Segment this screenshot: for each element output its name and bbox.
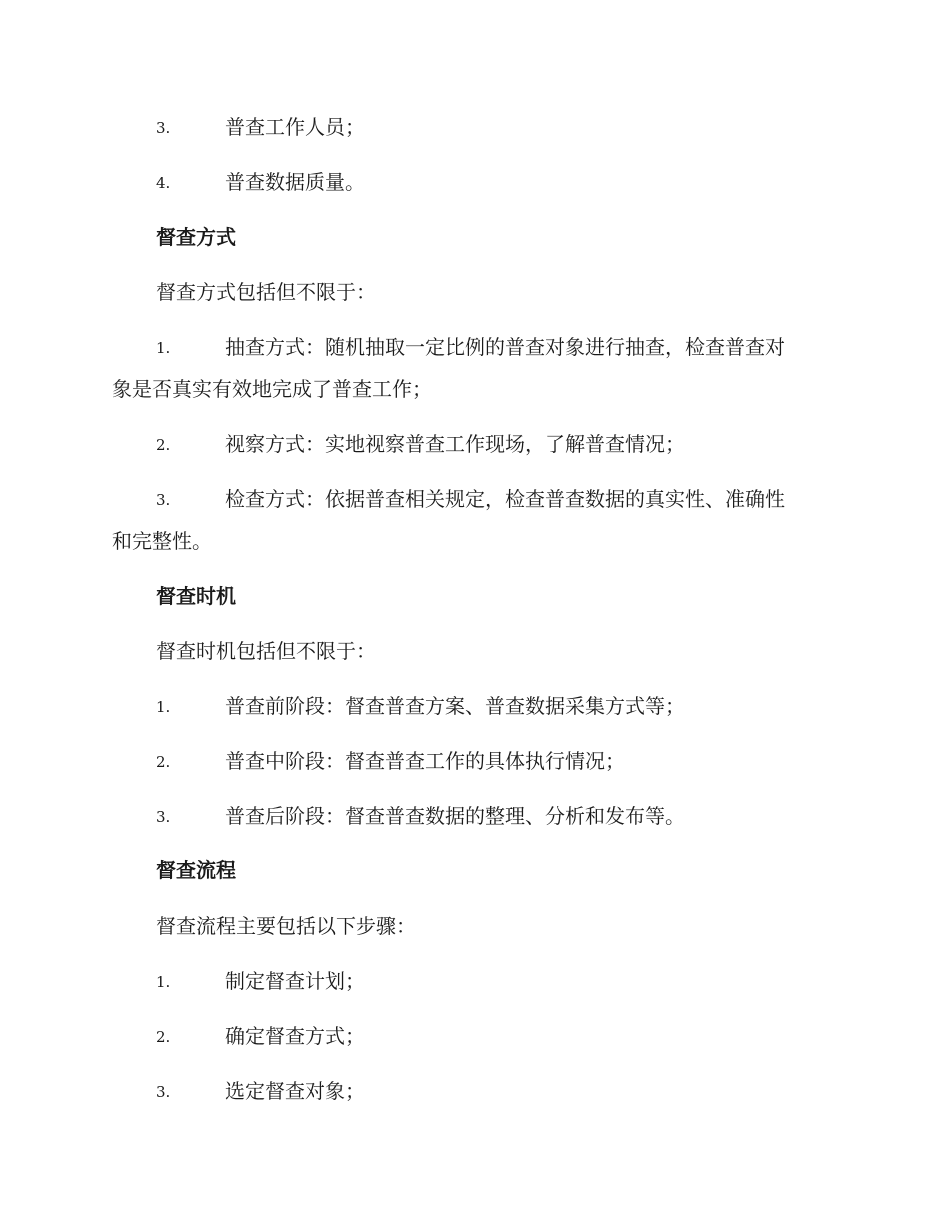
list-item-number: 1. — [156, 973, 171, 991]
list-item-text: 视察方式：实地视察普查工作现场，了解普查情况； — [225, 432, 685, 456]
section-heading-timing: 督查时机 — [156, 584, 236, 608]
list-item-number: 1. — [156, 698, 171, 716]
section-intro-method: 督查方式包括但不限于： — [156, 280, 376, 304]
section-heading-method: 督查方式 — [156, 225, 236, 249]
list-item-text: 检查方式：依据普查相关规定，检查普查数据的真实性、准确性 — [225, 487, 785, 511]
list-item-number: 4. — [156, 174, 171, 192]
list-item-text: 制定督查计划； — [225, 969, 365, 993]
list-item-number: 2. — [156, 753, 171, 771]
section-intro-process: 督查流程主要包括以下步骤： — [156, 914, 416, 938]
list-item-number: 3. — [156, 1083, 171, 1101]
list-item-text: 普查数据质量。 — [225, 170, 365, 194]
list-item-text: 确定督查方式； — [225, 1024, 365, 1048]
list-item-text-continuation: 和完整性。 — [112, 529, 212, 553]
list-item-number: 1. — [156, 339, 171, 357]
list-item-number: 3. — [156, 119, 171, 137]
list-item-number: 3. — [156, 491, 171, 509]
list-item-text: 普查后阶段：督查普查数据的整理、分析和发布等。 — [225, 804, 685, 828]
list-item-number: 2. — [156, 436, 171, 454]
list-item-text: 抽查方式：随机抽取一定比例的普查对象进行抽查，检查普查对 — [225, 335, 785, 359]
list-item-text: 普查前阶段：督查普查方案、普查数据采集方式等； — [225, 694, 685, 718]
list-item-text: 普查中阶段：督查普查工作的具体执行情况； — [225, 749, 625, 773]
section-heading-process: 督查流程 — [156, 858, 236, 882]
list-item-number: 2. — [156, 1028, 171, 1046]
list-item-text-continuation: 象是否真实有效地完成了普查工作； — [112, 377, 432, 401]
list-item-number: 3. — [156, 808, 171, 826]
section-intro-timing: 督查时机包括但不限于： — [156, 639, 376, 663]
list-item-text: 选定督查对象； — [225, 1079, 365, 1103]
list-item-text: 普查工作人员； — [225, 115, 365, 139]
